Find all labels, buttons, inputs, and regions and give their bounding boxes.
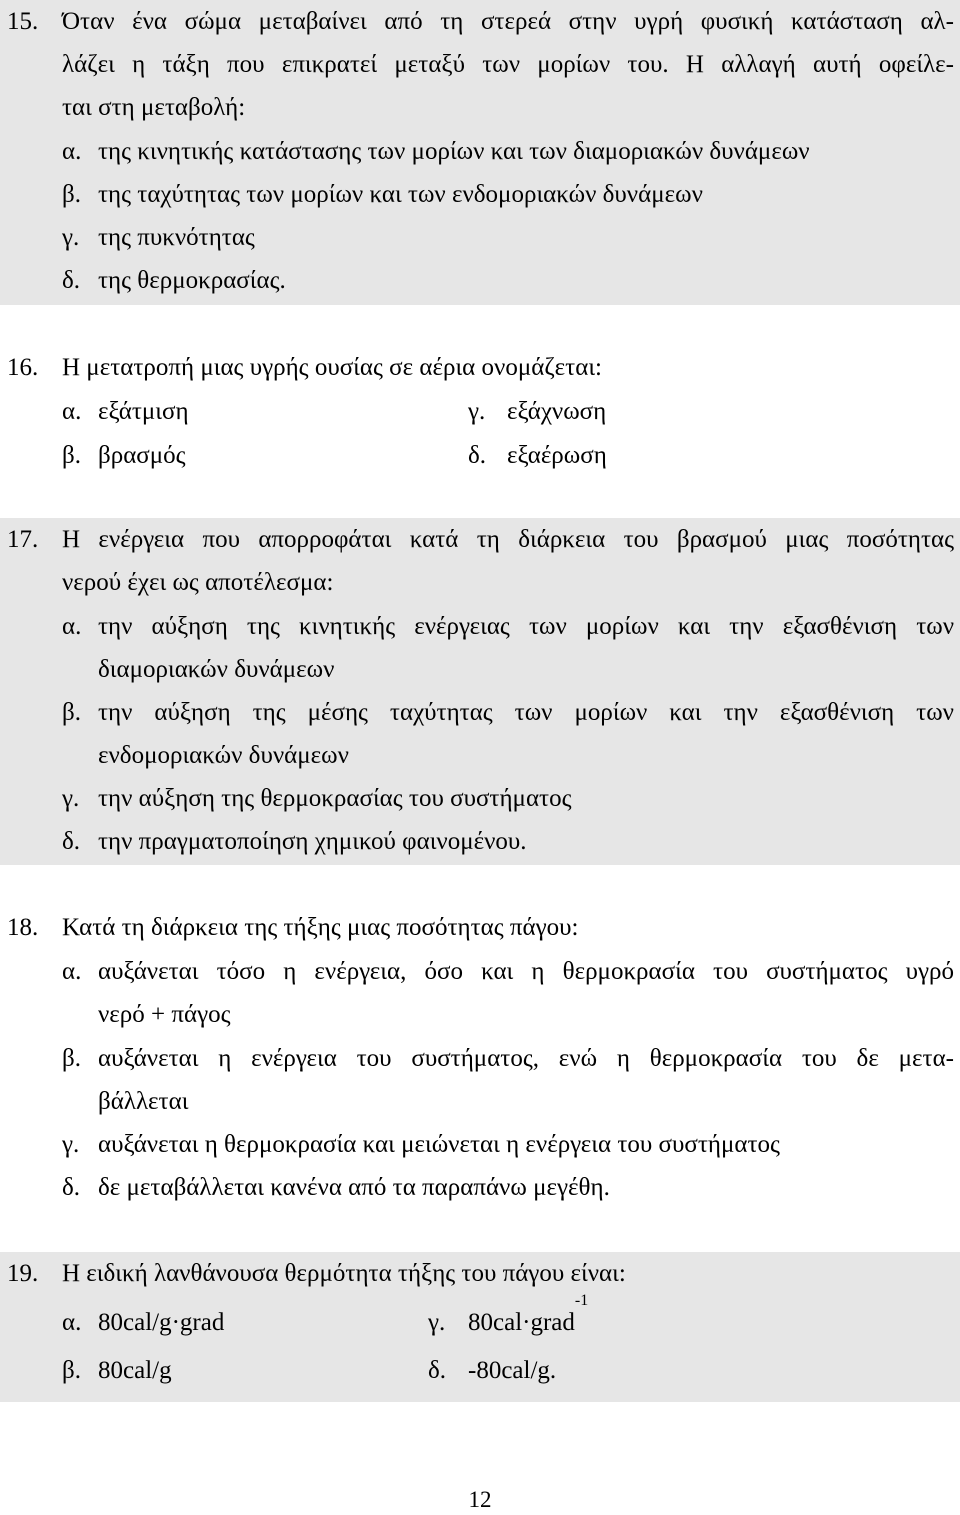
q16-option-d-text: εξαέρωση [507,442,607,469]
q19-option-a-mark: α. [62,1309,82,1336]
q16-option-c-mark: γ. [468,398,486,425]
q17-question-text-1: Η ενέργεια που απορροφάται κατά τη διάρκεια του βρασμού μιας ποσότητας [62,526,954,553]
q17-option-d-mark: δ. [62,828,81,855]
q17-option-a-text-1: την αύξηση της κινητικής ενέργειας των μορίων και την εξασθένιση των [98,613,954,640]
q18-option-b-mark: β. [62,1045,81,1072]
q15-option-a-mark: α. [62,138,82,165]
q15-option-c-mark: γ. [62,224,80,251]
q18-option-b-text-1: αυξάνεται η ενέργεια του συστήματος, ενώ η θερμοκρασία του δε μετα- [98,1045,954,1072]
q16-option-d-mark: δ. [468,442,487,469]
q18-option-a-text-2: νερό + πάγος [98,1001,231,1028]
q19-option-c [468,1292,589,1344]
q19-option-c-superscript: -1 [574,1292,589,1309]
q15-text-line-3: ται στη μεταβολή: [62,94,246,121]
q15-option-b-text: της ταχύτητας των μορίων και των ενδομοριακών δυνάμεων [98,181,703,208]
q18-option-a-text-1: αυξάνεται τόσο η ενέργεια, όσο και η θερμοκρασία του συστήματος υγρό [98,958,954,985]
q18-option-c-text: αυξάνεται η θερμοκρασία και μειώνεται η ενέργεια του συστήματος [98,1131,780,1158]
q19-option-c-mark: γ. [428,1309,446,1336]
question-19-block [0,1252,960,1402]
question-15-block [0,0,960,305]
q17-option-b-text-2: ενδομοριακών δυνάμεων [98,742,349,769]
q17-question-text-2: νερού έχει ως αποτέλεσμα: [62,569,334,596]
q17-option-c-mark: γ. [62,785,80,812]
q15-option-d-mark: δ. [62,267,81,294]
q19-option-a-text: 80cal/g·grad [98,1309,225,1336]
q19-option-b-text: 80cal/g [98,1357,172,1384]
q18-option-d-mark: δ. [62,1174,81,1201]
q17-option-b-text-1: την αύξηση της μέσης ταχύτητας των μορίων και την εξασθένιση των [98,699,954,726]
q16-question-text: Η μετατροπή μιας υγρής ουσίας σε αέρια ονομάζεται: [62,354,602,381]
q19-option-c-text: 80cal·grad [468,1309,575,1336]
q16-option-c-text: εξάχνωση [507,398,607,425]
q17-option-a-mark: α. [62,613,82,640]
q19-option-b-mark: β. [62,1357,81,1384]
q16-number: 16. [7,354,39,381]
q16-option-b-text: βρασμός [98,442,186,469]
q16-option-a-mark: α. [62,398,82,425]
q17-number: 17. [7,526,39,553]
q18-number: 18. [7,914,39,941]
q19-question-text: Η ειδική λανθάνουσα θερμότητα τήξης του πάγου είναι: [62,1260,626,1287]
q16-option-a-text: εξάτμιση [98,398,189,425]
q19-number: 19. [7,1260,39,1287]
q15-option-d-text: της θερμοκρασίας. [98,267,286,294]
q18-option-b-text-2: βάλλεται [98,1088,189,1115]
q18-option-c-mark: γ. [62,1131,80,1158]
q19-option-d-text: -80cal/g. [468,1357,557,1384]
q17-option-b-mark: β. [62,699,81,726]
q18-question-text: Κατά τη διάρκεια της τήξης μιας ποσότητας πάγου: [62,914,579,941]
q15-option-c-text: της πυκνότητας [98,224,255,251]
q15-option-a-text: της κινητικής κατάστασης των μορίων και των διαμοριακών δυνάμεων [98,138,810,165]
q19-option-d-mark: δ. [428,1357,447,1384]
q15-option-b-mark: β. [62,181,81,208]
q16-option-b-mark: β. [62,442,81,469]
q15-text-line-1: Όταν ένα σώμα μεταβαίνει από τη στερεά στην υγρή φυσική κατάσταση αλ- [62,8,954,35]
question-16-block [0,346,960,481]
q18-option-d-text: δε μεταβάλλεται κανένα από τα παραπάνω μεγέθη. [98,1174,610,1201]
page-number: 12 [468,1487,492,1512]
q18-option-a-mark: α. [62,958,82,985]
q17-option-c-text: την αύξηση της θερμοκρασίας του συστήματος [98,785,572,812]
q17-option-a-text-2: διαμοριακών δυνάμεων [98,656,335,683]
q15-text-line-2: λάζει η τάξη που επικρατεί μεταξύ των μορίων του. Η αλλαγή αυτή οφείλε- [62,51,954,78]
q17-option-d-text: την πραγματοποίηση χημικού φαινομένου. [98,828,527,855]
question-18-block [0,906,960,1211]
question-17-block [0,518,960,865]
q15-number: 15. [7,8,39,35]
